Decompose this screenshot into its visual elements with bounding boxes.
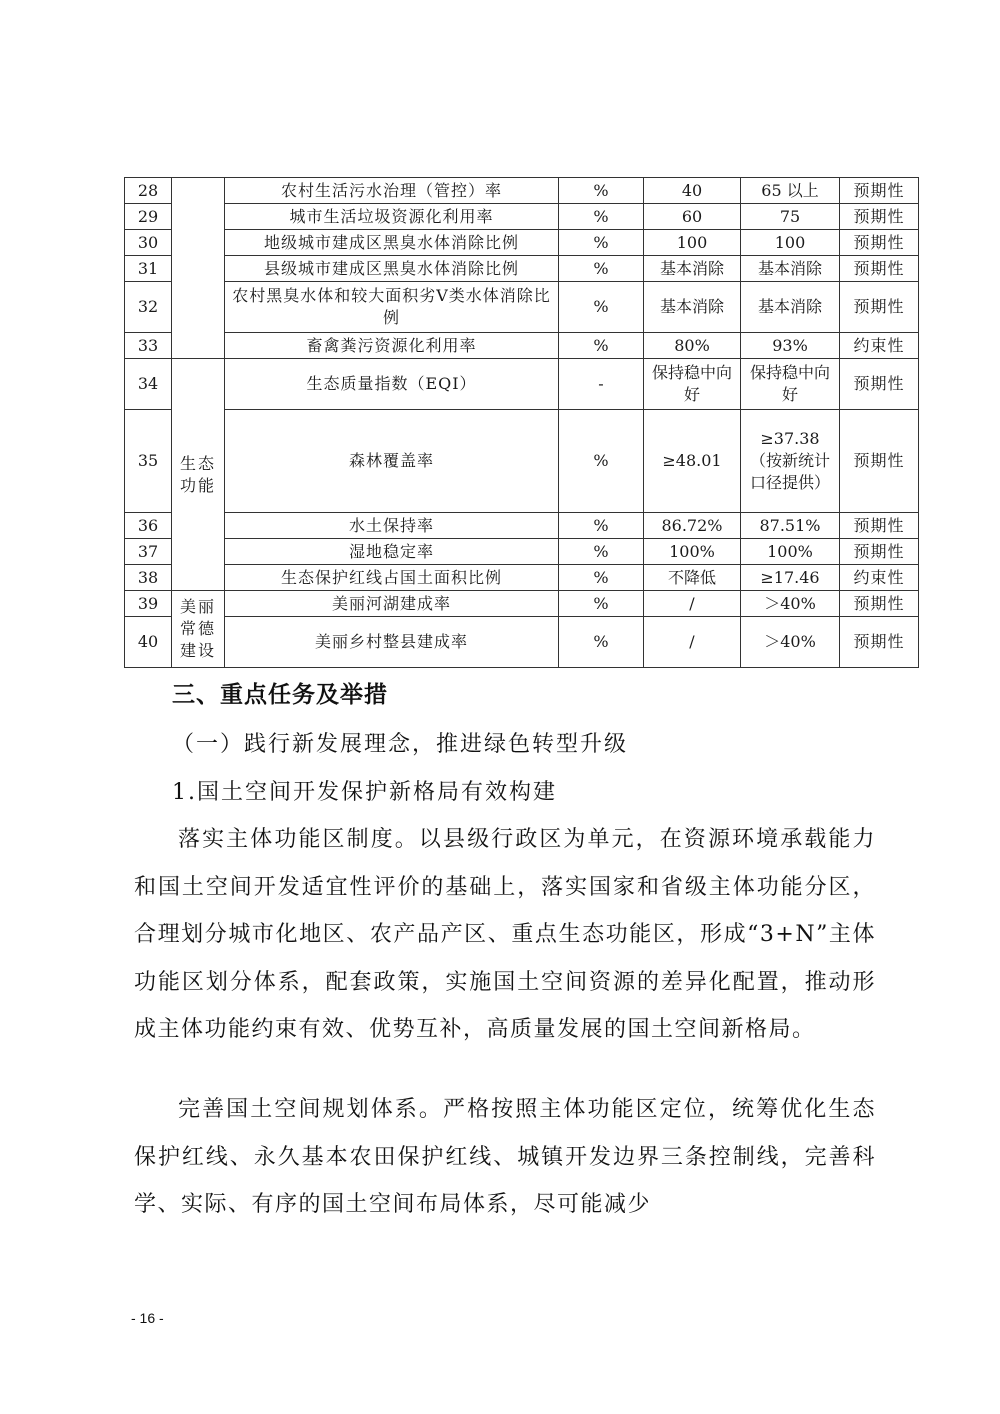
- indicator-name: 森林覆盖率: [225, 410, 559, 513]
- target-value: 基本消除: [741, 282, 840, 333]
- body-paragraph: 落实主体功能区制度。以县级行政区为单元，在资源环境承载能力和国土空间开发适宜性评价的基础上，落实国家和省级主体功能分区，合理划分城市化地区、农产品产区、重点生态功能区，形成“3+N”主体功能区划分体系，配套政策，实施国土空间资源的差异化配置，推动形成主体功能约束有效、优势互补，高质量发展的国土空间新格局。: [134, 827, 876, 1042]
- target-value: ≥37.38（按新统计口径提供）: [741, 410, 840, 513]
- baseline-value: 86.72%: [644, 513, 741, 539]
- baseline-value: 保持稳中向好: [644, 359, 741, 410]
- target-value: 100%: [741, 539, 840, 565]
- table-row: [125, 591, 919, 617]
- target-value: 保持稳中向好: [741, 359, 840, 410]
- indicator-name: 城市生活垃圾资源化利用率: [225, 204, 559, 230]
- row-number: 33: [125, 333, 172, 359]
- baseline-value: /: [644, 617, 741, 668]
- indicator-unit: %: [559, 230, 644, 256]
- category-ecological-function: 生态功能: [172, 359, 225, 591]
- indicator-property: 预期性: [840, 359, 919, 410]
- indicator-property: 预期性: [840, 539, 919, 565]
- row-number: 38: [125, 565, 172, 591]
- indicator-name: 生态质量指数（EQI）: [225, 359, 559, 410]
- row-number: 36: [125, 513, 172, 539]
- indicator-unit: %: [559, 539, 644, 565]
- indicator-property: 预期性: [840, 256, 919, 282]
- table-row: [125, 178, 919, 204]
- row-number: 31: [125, 256, 172, 282]
- baseline-value: ≥48.01: [644, 410, 741, 513]
- table-row: [125, 204, 919, 230]
- target-value: 93%: [741, 333, 840, 359]
- row-number: 35: [125, 410, 172, 513]
- table-row: [125, 282, 919, 333]
- indicator-unit: %: [559, 282, 644, 333]
- row-number: 37: [125, 539, 172, 565]
- table-row: [125, 256, 919, 282]
- baseline-value: 基本消除: [644, 256, 741, 282]
- table-row: [125, 333, 919, 359]
- indicator-unit: %: [559, 178, 644, 204]
- indicator-property: 约束性: [840, 333, 919, 359]
- indicator-unit: -: [559, 359, 644, 410]
- indicator-unit: %: [559, 513, 644, 539]
- indicator-name: 美丽河湖建成率: [225, 591, 559, 617]
- indicator-unit: %: [559, 333, 644, 359]
- indicator-name: 畜禽粪污资源化利用率: [225, 333, 559, 359]
- indicator-property: 预期性: [840, 204, 919, 230]
- indicator-property: 预期性: [840, 230, 919, 256]
- indicator-unit: %: [559, 410, 644, 513]
- table-row: [125, 513, 919, 539]
- target-value: 65 以上: [741, 178, 840, 204]
- target-value: ＞40%: [741, 591, 840, 617]
- indicator-unit: %: [559, 256, 644, 282]
- indicator-name: 农村生活污水治理（管控）率: [225, 178, 559, 204]
- table-row: [125, 359, 919, 410]
- table-row: [125, 617, 919, 668]
- indicator-name: 水土保持率: [225, 513, 559, 539]
- indicator-name: 农村黑臭水体和较大面积劣Ⅴ类水体消除比例: [225, 282, 559, 333]
- indicator-property: 预期性: [840, 617, 919, 668]
- baseline-value: 100%: [644, 539, 741, 565]
- row-number: 39: [125, 591, 172, 617]
- indicator-name: 地级城市建成区黑臭水体消除比例: [225, 230, 559, 256]
- table-row: [125, 230, 919, 256]
- baseline-value: 基本消除: [644, 282, 741, 333]
- indicators-table: [124, 177, 919, 668]
- indicator-unit: %: [559, 204, 644, 230]
- target-value: 基本消除: [741, 256, 840, 282]
- row-number: 29: [125, 204, 172, 230]
- page-number: - 16 -: [131, 1310, 164, 1326]
- category-beautiful-changde: 美丽常德建设: [172, 591, 225, 668]
- row-number: 40: [125, 617, 172, 668]
- indicator-unit: %: [559, 591, 644, 617]
- target-value: ≥17.46: [741, 565, 840, 591]
- target-value: 87.51%: [741, 513, 840, 539]
- table-row: [125, 565, 919, 591]
- baseline-value: 80%: [644, 333, 741, 359]
- indicator-unit: %: [559, 565, 644, 591]
- indicator-property: 预期性: [840, 282, 919, 333]
- indicator-name: 美丽乡村整县建成率: [225, 617, 559, 668]
- indicator-name: 湿地稳定率: [225, 539, 559, 565]
- body-paragraph: 完善国土空间规划体系。严格按照主体功能区定位，统筹优化生态保护红线、永久基本农田保护红线、城镇开发边界三条控制线，完善科学、实际、有序的国土空间布局体系，尽可能减少: [134, 1097, 876, 1217]
- row-number: 34: [125, 359, 172, 410]
- indicator-property: 预期性: [840, 410, 919, 513]
- row-number: 28: [125, 178, 172, 204]
- target-value: 100: [741, 230, 840, 256]
- baseline-value: 不降低: [644, 565, 741, 591]
- indicator-name: 县级城市建成区黑臭水体消除比例: [225, 256, 559, 282]
- indicator-unit: %: [559, 617, 644, 668]
- indicator-property: 预期性: [840, 591, 919, 617]
- target-value: 75: [741, 204, 840, 230]
- baseline-value: 60: [644, 204, 741, 230]
- table-row: [125, 539, 919, 565]
- table-row: [125, 410, 919, 513]
- indicator-property: 预期性: [840, 513, 919, 539]
- row-number: 30: [125, 230, 172, 256]
- baseline-value: /: [644, 591, 741, 617]
- baseline-value: 100: [644, 230, 741, 256]
- indicator-name: 生态保护红线占国土面积比例: [225, 565, 559, 591]
- category-cell-empty: [172, 178, 225, 359]
- row-number: 32: [125, 282, 172, 333]
- target-value: ＞40%: [741, 617, 840, 668]
- item-title: 1.国土空间开发保护新格局有效构建: [172, 780, 557, 805]
- subsection-heading: （一）践行新发展理念，推进绿色转型升级: [172, 732, 629, 757]
- indicator-property: 约束性: [840, 565, 919, 591]
- baseline-value: 40: [644, 178, 741, 204]
- section-heading: 三、重点任务及举措: [172, 682, 388, 708]
- indicator-property: 预期性: [840, 178, 919, 204]
